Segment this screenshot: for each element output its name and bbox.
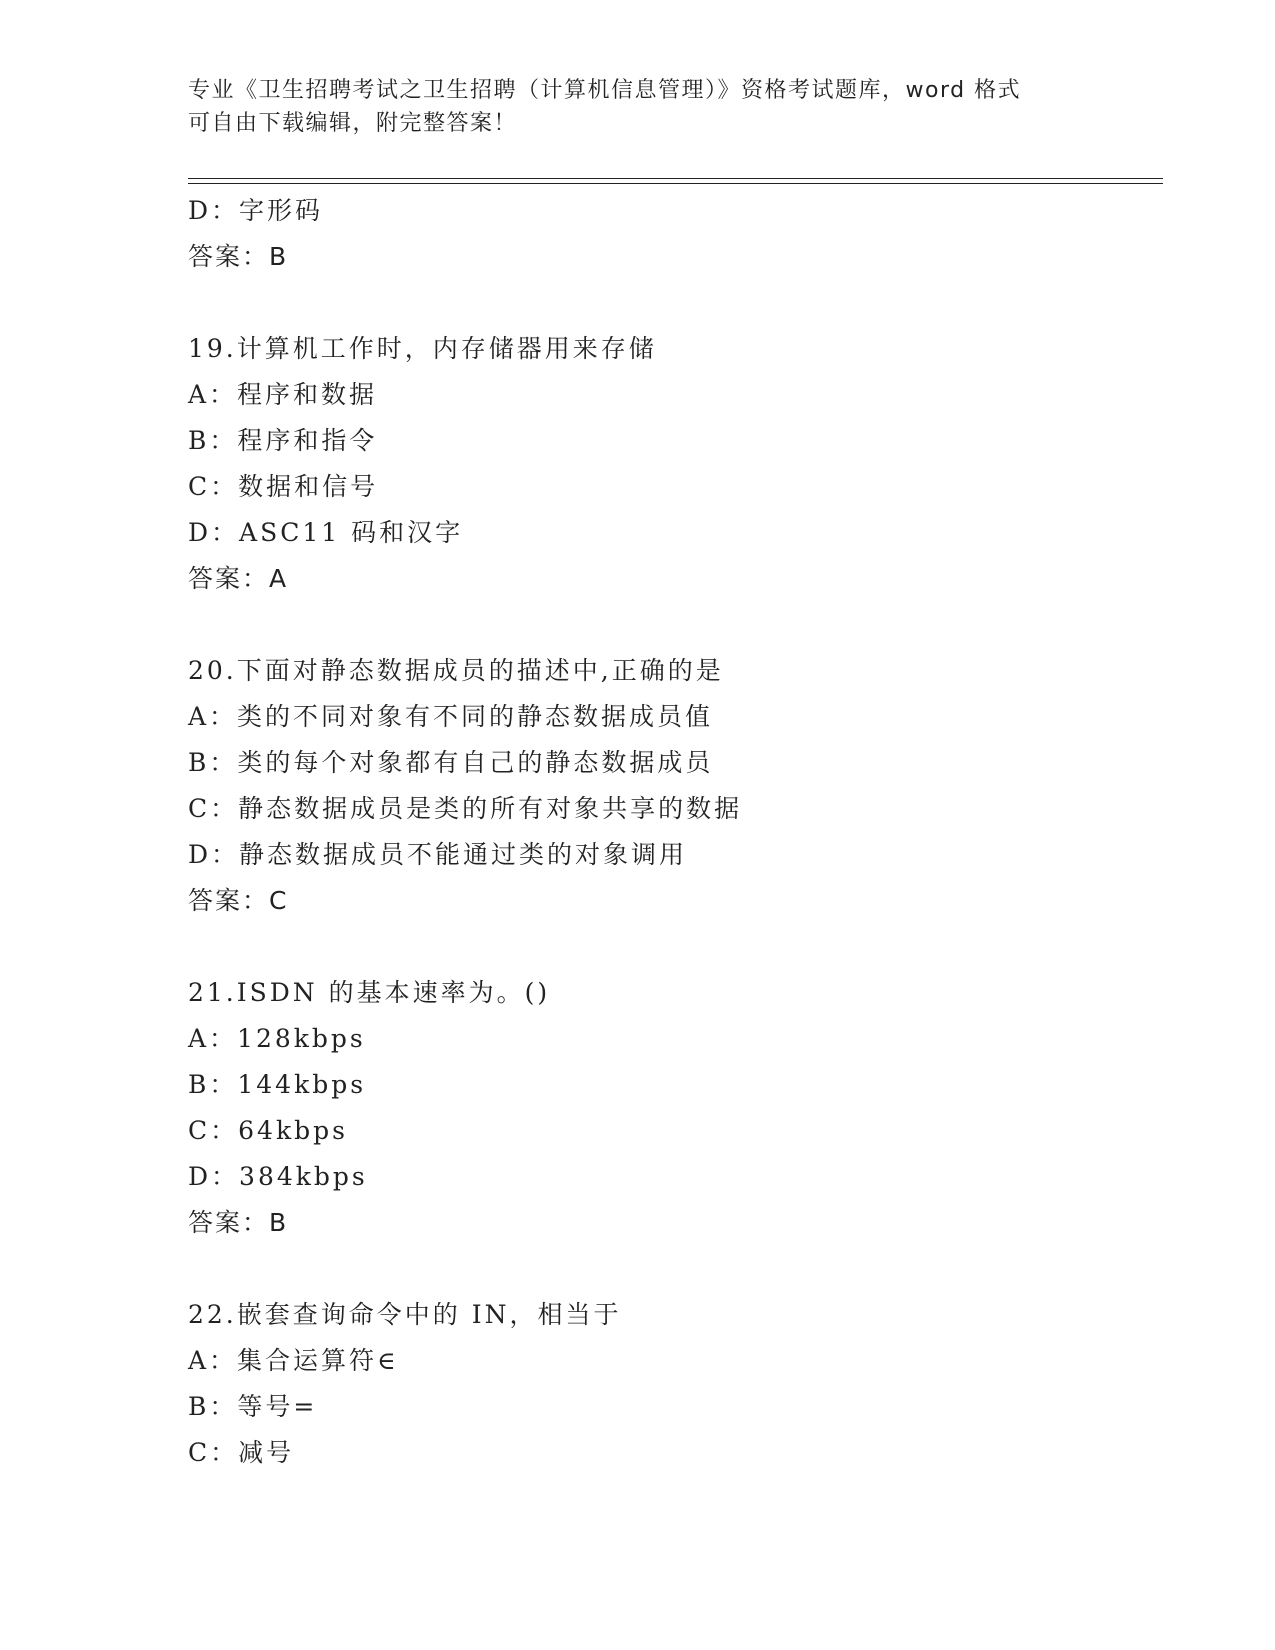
option-d: D：ASC11 码和汉字 [188, 518, 464, 547]
question-stem: 21.ISDN 的基本速率为。() [188, 978, 551, 1007]
question-list [188, 188, 1168, 1476]
option-d: D：字形码 [188, 196, 324, 225]
answer-line: 答案：B [188, 1208, 289, 1237]
option-d: D：384kbps [188, 1162, 368, 1191]
option-d: D：静态数据成员不能通过类的对象调用 [188, 840, 688, 869]
answer-line: 答案：A [188, 564, 289, 593]
header-divider-top [188, 178, 1163, 179]
option-c: C：数据和信号 [188, 472, 379, 501]
header-line-1: 专业《卫生招聘考试之卫生招聘（计算机信息管理）》资格考试题库，word 格式 [188, 78, 1022, 103]
question-stem: 20.下面对静态数据成员的描述中,正确的是 [188, 656, 724, 685]
option-b: B：程序和指令 [188, 426, 378, 455]
option-a: A：128kbps [188, 1024, 366, 1053]
option-a: A：程序和数据 [188, 380, 378, 409]
option-a: A：类的不同对象有不同的静态数据成员值 [188, 702, 714, 731]
spacer [188, 602, 1168, 648]
spacer [188, 280, 1168, 326]
option-b: B：等号= [188, 1392, 318, 1421]
answer-line: 答案：B [188, 242, 289, 271]
option-c: C：64kbps [188, 1116, 348, 1145]
option-a: A：集合运算符∈ [188, 1346, 399, 1375]
document-header [188, 74, 1068, 140]
option-b: B：144kbps [188, 1070, 367, 1099]
spacer [188, 924, 1168, 970]
option-c: C：减号 [188, 1438, 295, 1467]
spacer [188, 1246, 1168, 1292]
header-divider-bottom [188, 183, 1163, 184]
question-stem: 19.计算机工作时，内存储器用来存储 [188, 334, 657, 363]
header-line-2: 可自由下载编辑，附完整答案！ [188, 111, 518, 136]
option-c: C：静态数据成员是类的所有对象共享的数据 [188, 794, 743, 823]
option-b: B：类的每个对象都有自己的静态数据成员 [188, 748, 714, 777]
question-stem: 22.嵌套查询命令中的 IN，相当于 [188, 1300, 622, 1329]
answer-line: 答案：C [188, 886, 289, 915]
